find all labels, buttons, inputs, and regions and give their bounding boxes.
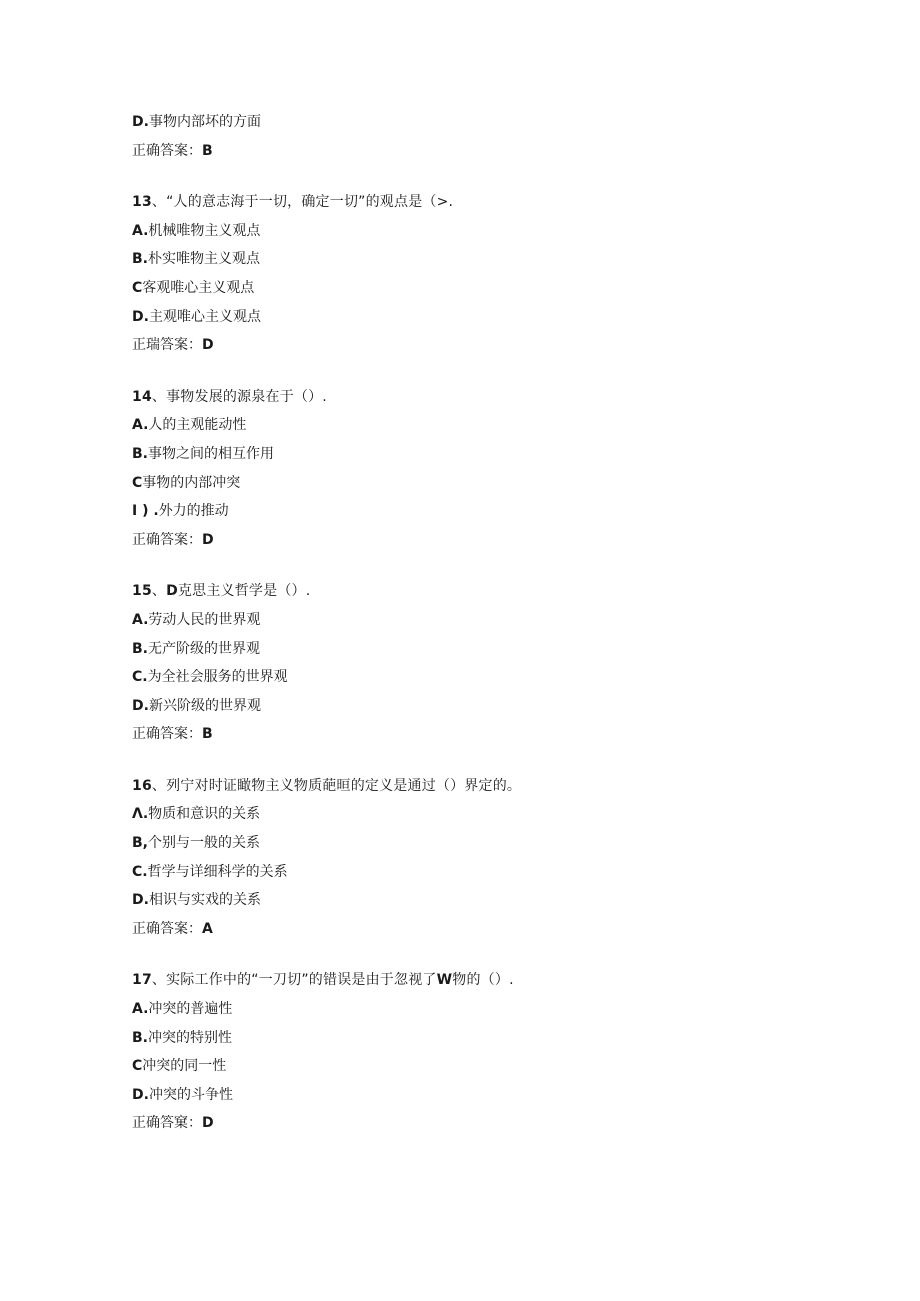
option-text: 外力的推动 — [158, 503, 229, 520]
option-d — [132, 692, 852, 721]
option-a — [132, 411, 852, 440]
option-text: 机械唯物主义观点 — [148, 222, 261, 239]
option-d — [132, 1081, 852, 1110]
option-letter: Λ. — [132, 806, 149, 823]
option-letter: D. — [132, 892, 149, 909]
question-text-bold: W — [436, 972, 453, 989]
question-14-stem — [132, 383, 852, 412]
option-letter: D. — [132, 697, 149, 714]
option-letter: C — [132, 1058, 143, 1075]
question-text-bold: D — [166, 583, 178, 600]
option-letter: B. — [132, 251, 148, 268]
option-b — [132, 440, 852, 469]
question-13-stem — [132, 188, 852, 217]
answer-label: 正确答案： — [132, 726, 202, 743]
option-d — [132, 886, 852, 915]
option-c — [132, 274, 852, 303]
question-16-stem — [132, 772, 852, 801]
option-text: 新兴阶级的世界观 — [148, 697, 261, 714]
answer-line — [132, 1109, 852, 1138]
question-text: 、“人的意志海于一切，确定一切”的观点是（>. — [151, 194, 454, 211]
document-page — [132, 108, 852, 1138]
option-letter: D. — [132, 114, 149, 130]
option-letter: B. — [132, 640, 148, 657]
option-letter: B, — [132, 835, 148, 852]
option-letter: D. — [132, 1086, 149, 1103]
option-a — [132, 995, 852, 1024]
question-text: 克思主义哲学是（）. — [177, 583, 311, 600]
question-number: 17 — [132, 972, 152, 989]
option-text: 客观唯心主义观点 — [142, 279, 255, 296]
option-text: 主观唯心主义观点 — [148, 308, 261, 325]
spacer — [132, 165, 852, 188]
option-text: 冲突的同一性 — [142, 1058, 227, 1075]
spacer — [132, 943, 852, 966]
option-d — [132, 303, 852, 332]
option-text: 朴实唯物主义观点 — [148, 251, 260, 268]
option-d — [132, 108, 852, 137]
option-a — [132, 606, 852, 635]
question-number: 16 — [132, 777, 152, 794]
option-text: 无产阶级的世界观 — [148, 640, 260, 657]
option-letter: C — [132, 279, 143, 296]
answer-value: D — [202, 531, 214, 548]
option-b — [132, 635, 852, 664]
question-text: 、事物发展的源泉在于（）. — [151, 388, 327, 405]
question-number: 15 — [132, 583, 152, 600]
option-letter: B. — [132, 445, 148, 462]
option-d — [132, 497, 852, 526]
option-text: 物质和意识的关系 — [148, 806, 261, 823]
option-letter: C. — [132, 863, 148, 880]
answer-line — [132, 720, 852, 749]
option-letter: A. — [132, 1001, 149, 1018]
question-text-prefix: 、 — [151, 583, 167, 600]
option-text: 个别与一般的关系 — [148, 835, 260, 852]
option-a — [132, 217, 852, 246]
answer-value: D — [202, 337, 214, 354]
answer-value: D — [202, 1115, 214, 1132]
option-text: 冲突的斗争性 — [148, 1086, 233, 1103]
question-number: 14 — [132, 388, 152, 405]
question-text-b: 物的（）. — [452, 972, 514, 989]
option-text: 事物的内部冲突 — [142, 474, 241, 491]
answer-value: A — [202, 920, 213, 937]
answer-value: B — [202, 726, 213, 743]
option-text: 相识与实戏的关系 — [148, 892, 261, 909]
option-text: 事物之间的相互作用 — [148, 445, 274, 462]
answer-label: 正确答案： — [132, 531, 202, 548]
option-letter: D. — [132, 308, 149, 325]
option-letter: B. — [132, 1029, 148, 1046]
answer-line — [132, 526, 852, 555]
option-c — [132, 858, 852, 887]
option-text: 为全社会服务的世界观 — [147, 669, 288, 686]
option-b — [132, 245, 852, 274]
option-letter: A. — [132, 222, 149, 239]
question-text: 、列宁对时证瞰物主义物质葩晅的定义是通过（）界定的。 — [151, 777, 522, 794]
option-c — [132, 1052, 852, 1081]
spacer — [132, 749, 852, 772]
spacer — [132, 360, 852, 383]
option-text: 事物内部坏的方面 — [148, 114, 261, 130]
option-b — [132, 1024, 852, 1053]
question-17-stem — [132, 966, 852, 995]
answer-label: 正确答案： — [132, 142, 202, 159]
option-letter: A. — [132, 611, 149, 628]
question-15-stem — [132, 577, 852, 606]
answer-line — [132, 331, 852, 360]
question-text-a: 、实际工作中的“一刀切”的错误是由于忽视了 — [151, 972, 437, 989]
answer-value: B — [202, 142, 213, 159]
option-text: 劳动人民的世界观 — [148, 611, 261, 628]
option-text: 哲学与详细科学的关系 — [147, 863, 288, 880]
option-text: 人的主观能动性 — [148, 417, 247, 434]
option-letter: C. — [132, 669, 148, 686]
option-b — [132, 829, 852, 858]
option-letter: C — [132, 474, 143, 491]
option-letter: A. — [132, 417, 149, 434]
question-number: 13 — [132, 194, 152, 211]
option-c — [132, 469, 852, 498]
answer-line — [132, 137, 852, 166]
answer-label: 正瑞答案： — [132, 337, 202, 354]
option-text: 冲突的普遍性 — [148, 1001, 233, 1018]
answer-line — [132, 915, 852, 944]
answer-label: 正确答窠： — [132, 1115, 202, 1132]
option-c — [132, 663, 852, 692]
option-letter: I ) . — [132, 503, 159, 520]
option-a — [132, 800, 852, 829]
option-text: 冲突的特别性 — [148, 1029, 232, 1046]
answer-label: 正确答案： — [132, 920, 202, 937]
spacer — [132, 554, 852, 577]
